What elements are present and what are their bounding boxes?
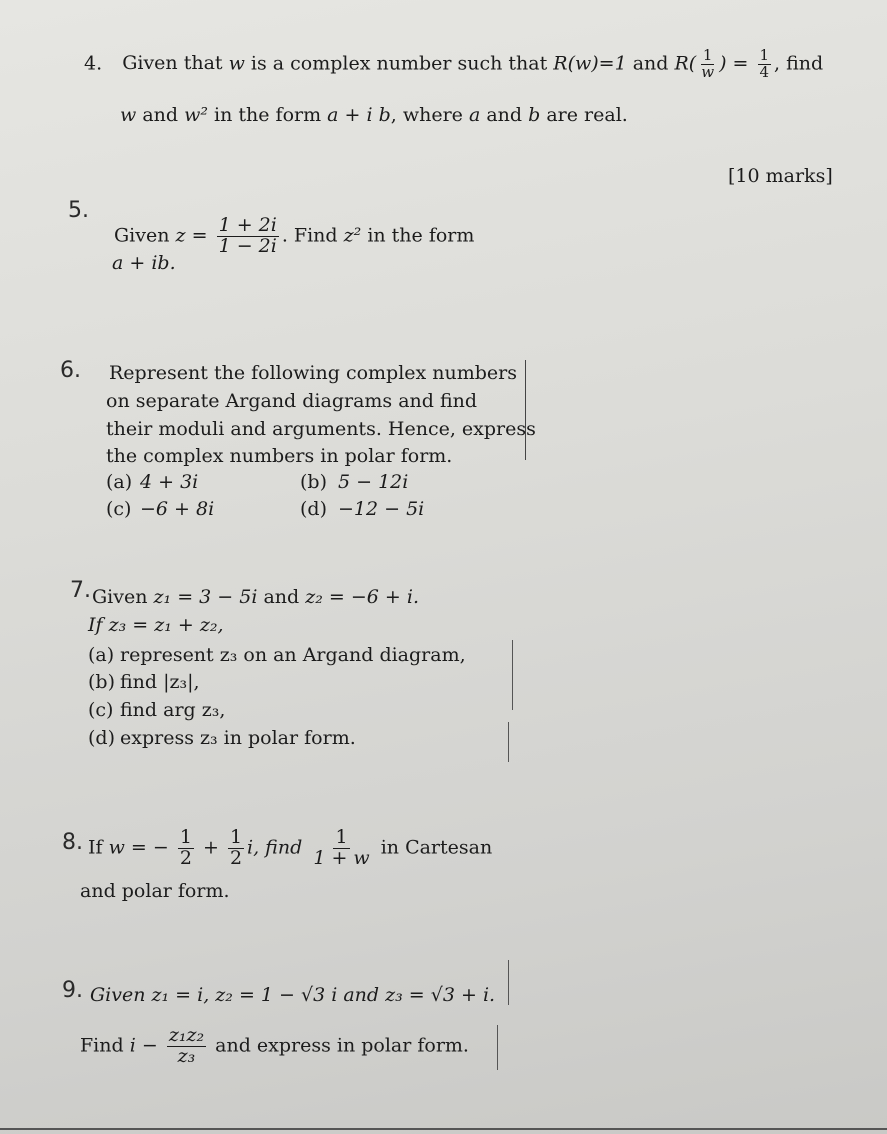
q6-line: their moduli and arguments. Hence, express bbox=[106, 418, 536, 440]
q8-half-1: $\frac{1}{2}$ bbox=[179, 826, 192, 869]
q5-given: Given bbox=[114, 224, 170, 247]
q8-number: 8. bbox=[62, 830, 83, 855]
page-crease-line bbox=[512, 640, 513, 710]
q8-reciprocal: $\frac{1}{1 + w}$ bbox=[313, 826, 370, 869]
q6-part-value: 5 − 12i bbox=[338, 471, 409, 493]
page-crease-line bbox=[508, 722, 509, 762]
q5-form: a + ib. bbox=[112, 252, 176, 274]
page-crease-line bbox=[508, 960, 509, 1005]
q4-number: 4. bbox=[84, 52, 103, 75]
q4-R-prefix: R( bbox=[674, 52, 697, 75]
page-bottom-edge bbox=[0, 1128, 887, 1130]
q4-text: in the form bbox=[214, 104, 322, 126]
q6-part-label: (d) bbox=[300, 498, 327, 520]
q5-fraction: $\frac{1 + 2i}{1 - 2i}$ bbox=[218, 214, 277, 257]
q4-w-squared: w² bbox=[184, 104, 208, 126]
q6-part-value: −12 − 5i bbox=[338, 498, 425, 520]
q4-b: b bbox=[528, 104, 541, 126]
q7-part-label: (c) bbox=[88, 699, 114, 721]
q7-line1 bbox=[92, 586, 419, 608]
q5-in-form: in the form bbox=[367, 224, 475, 247]
q8-i-find: i, find bbox=[247, 836, 303, 859]
q9-find: Find bbox=[80, 1034, 124, 1057]
q7-part-text: express z₃ in polar form. bbox=[120, 727, 356, 749]
q4-frac-1-over-w: $\frac{1}{w}$ bbox=[701, 46, 715, 81]
q4-text: are real. bbox=[546, 104, 628, 126]
q7-number: 7. bbox=[70, 578, 91, 603]
q4-text: is a complex number such that bbox=[250, 52, 548, 75]
q5-number: 5. bbox=[68, 198, 89, 223]
q7-part-label: (b) bbox=[88, 671, 115, 693]
q8-line1 bbox=[88, 828, 492, 869]
q9-fraction: $\frac{\text{z₁z₂}}{\text{z₃}}$ bbox=[168, 1024, 205, 1067]
q4-frac-quarter: $\frac{1}{4}$ bbox=[759, 46, 770, 81]
q4-a: a bbox=[468, 104, 481, 126]
q7-line2: If z₃ = z₁ + z₂, bbox=[88, 614, 224, 636]
q6-part-value: −6 + 8i bbox=[140, 498, 215, 520]
page-crease-line bbox=[525, 360, 526, 460]
q4-text: and bbox=[142, 104, 179, 126]
q4-text: , where bbox=[390, 104, 463, 126]
q6-part-label: (c) bbox=[106, 498, 132, 520]
q7-and: and bbox=[263, 586, 300, 608]
q7-z1: z₁ = 3 − 5i bbox=[153, 586, 258, 608]
q7-z2: z₂ = −6 + i. bbox=[305, 586, 419, 608]
q5-z-squared: z² bbox=[343, 224, 362, 247]
q7-given: Given bbox=[92, 586, 148, 608]
q9-line2 bbox=[80, 1026, 469, 1067]
q4-eq: = bbox=[732, 52, 749, 75]
q4-form: a + i b bbox=[327, 104, 391, 126]
q7-part-label: (a) bbox=[88, 644, 115, 666]
q5-z-eq: z = bbox=[175, 224, 208, 247]
q7-part-text: represent z₃ on an Argand diagram, bbox=[120, 644, 466, 666]
q7-part-label: (d) bbox=[88, 727, 115, 749]
q8-plus: + bbox=[202, 836, 219, 859]
q6-part-value: 4 + 3i bbox=[140, 471, 199, 493]
q4-R-w: R(w)=1 bbox=[553, 52, 627, 75]
q6-line: Represent the following complex numbers bbox=[109, 362, 518, 384]
q4-var-w: w bbox=[228, 52, 245, 75]
q9-number: 9. bbox=[62, 978, 83, 1003]
q6-part-label: (b) bbox=[300, 471, 327, 493]
q5-find: . Find bbox=[281, 224, 338, 247]
q9-rest: and express in polar form. bbox=[215, 1034, 469, 1057]
q4-text: and bbox=[486, 104, 523, 126]
q4-line1 bbox=[84, 48, 823, 81]
q4-text: and bbox=[632, 52, 669, 75]
q8-half-2: $\frac{1}{2}$ bbox=[229, 826, 243, 869]
q9-i-minus: i − bbox=[129, 1034, 158, 1057]
q4-line2 bbox=[120, 104, 628, 126]
q4-text: Given that bbox=[122, 52, 223, 75]
q6-line: on separate Argand diagrams and find bbox=[106, 390, 478, 412]
q6-number: 6. bbox=[60, 358, 81, 383]
q8-w-eq: w = − bbox=[108, 836, 169, 859]
q4-R-suffix: ) bbox=[719, 52, 727, 75]
q4-text: , find bbox=[774, 52, 824, 75]
q6-part-label: (a) bbox=[106, 471, 133, 493]
q7-part-text: find arg z₃, bbox=[120, 699, 226, 721]
q9-line1: Given z₁ = i, z₂ = 1 − √3 i and z₃ = √3 + i. bbox=[90, 984, 496, 1006]
page-crease-line bbox=[497, 1025, 498, 1070]
q6-line: the complex numbers in polar form. bbox=[106, 445, 453, 467]
q8-cartesian: in Cartesan bbox=[380, 836, 493, 859]
q8-line2: and polar form. bbox=[80, 880, 230, 902]
q4-marks: [10 marks] bbox=[728, 165, 833, 187]
q5-line1 bbox=[114, 216, 474, 257]
q4-var-w: w bbox=[120, 104, 137, 126]
q8-if: If bbox=[88, 836, 103, 859]
q7-part-text: find |z₃|, bbox=[120, 671, 200, 693]
